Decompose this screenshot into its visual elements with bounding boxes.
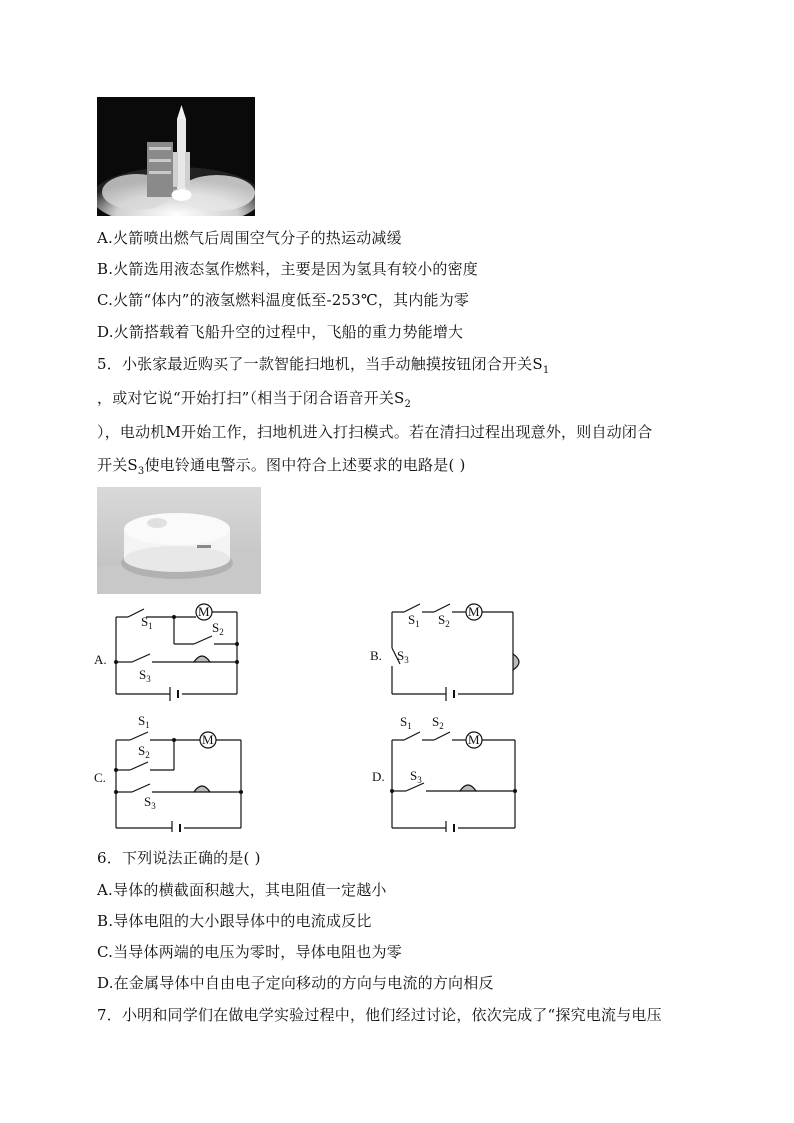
svg-text:S2: $S_2$ [432,714,444,731]
svg-text:S3: $S_3$ [410,768,422,785]
q5-stem-line3: ），电动机M开始工作，扫地机进入打扫模式。若在清扫过程出现意外，则自动闭合 [97,423,653,441]
svg-text:S1: $S_1$ [400,714,412,731]
q6-option-c: C.当导体两端的电压为零时，导体电阻也为零 [97,943,402,961]
q5-stem-line1: 5．小张家最近购买了一款智能扫地机，当手动触摸按钮闭合开关$S_1$ [97,355,550,376]
svg-text:S2: $S_2$ [438,612,450,629]
q5-stem-line2: ，或对它说“开始打扫”（相当于闭合语音开关$S_2$ [97,389,412,410]
circuit-diagram-b [370,598,540,710]
svg-text:S3: $S_3$ [397,648,409,665]
q6-stem: 6．下列说法正确的是( ) [97,849,261,867]
svg-text:M: M [468,732,480,747]
svg-text:S3: $S_3$ [139,667,151,684]
q4-option-b: B.火箭选用液态氢作燃料，主要是因为氢具有较小的密度 [97,260,478,278]
svg-text:S3: $S_3$ [144,794,156,811]
svg-text:M: M [202,732,214,747]
q6-option-d: D.在金属导体中自由电子定向移动的方向与电流的方向相反 [97,974,494,992]
svg-text:S1: $S_1$ [141,614,153,631]
q4-option-c: C.火箭“体内”的液氢燃料温度低至-253℃，其内能为零 [97,291,470,309]
svg-text:S1: $S_1$ [408,612,420,629]
circuit-diagram-a [94,602,254,714]
q6-option-a: A.导体的横截面积越大，其电阻值一定越小 [97,881,387,899]
option-c-label: C. [94,770,106,785]
svg-text:S2: $S_2$ [212,620,224,637]
motor-label: M [198,604,210,619]
q5-stem-line4: 开关$S_3$使电铃通电警示。图中符合上述要求的电路是( ) [97,456,466,477]
q4-option-d: D.火箭搭载着飞船升空的过程中，飞船的重力势能增大 [97,323,464,341]
q7-stem: 7．小明和同学们在做电学实验过程中，他们经过讨论，依次完成了“探究电流与电压 [97,1006,662,1024]
q4-option-a: A.火箭喷出燃气后周围空气分子的热运动减缓 [97,229,402,247]
option-a-label: A. [94,652,107,667]
option-d-label: D. [372,769,385,784]
option-b-label: B. [370,648,382,663]
q6-option-b: B.导体电阻的大小跟导体中的电流成反比 [97,912,372,930]
svg-text:M: M [468,604,480,619]
svg-text:S1: $S_1$ [138,713,150,730]
robot-vacuum-photo [97,487,261,594]
circuit-diagram-c [94,712,254,832]
circuit-diagram-d [370,712,530,832]
rocket-launch-photo [97,97,255,216]
svg-text:S2: $S_2$ [138,743,150,760]
